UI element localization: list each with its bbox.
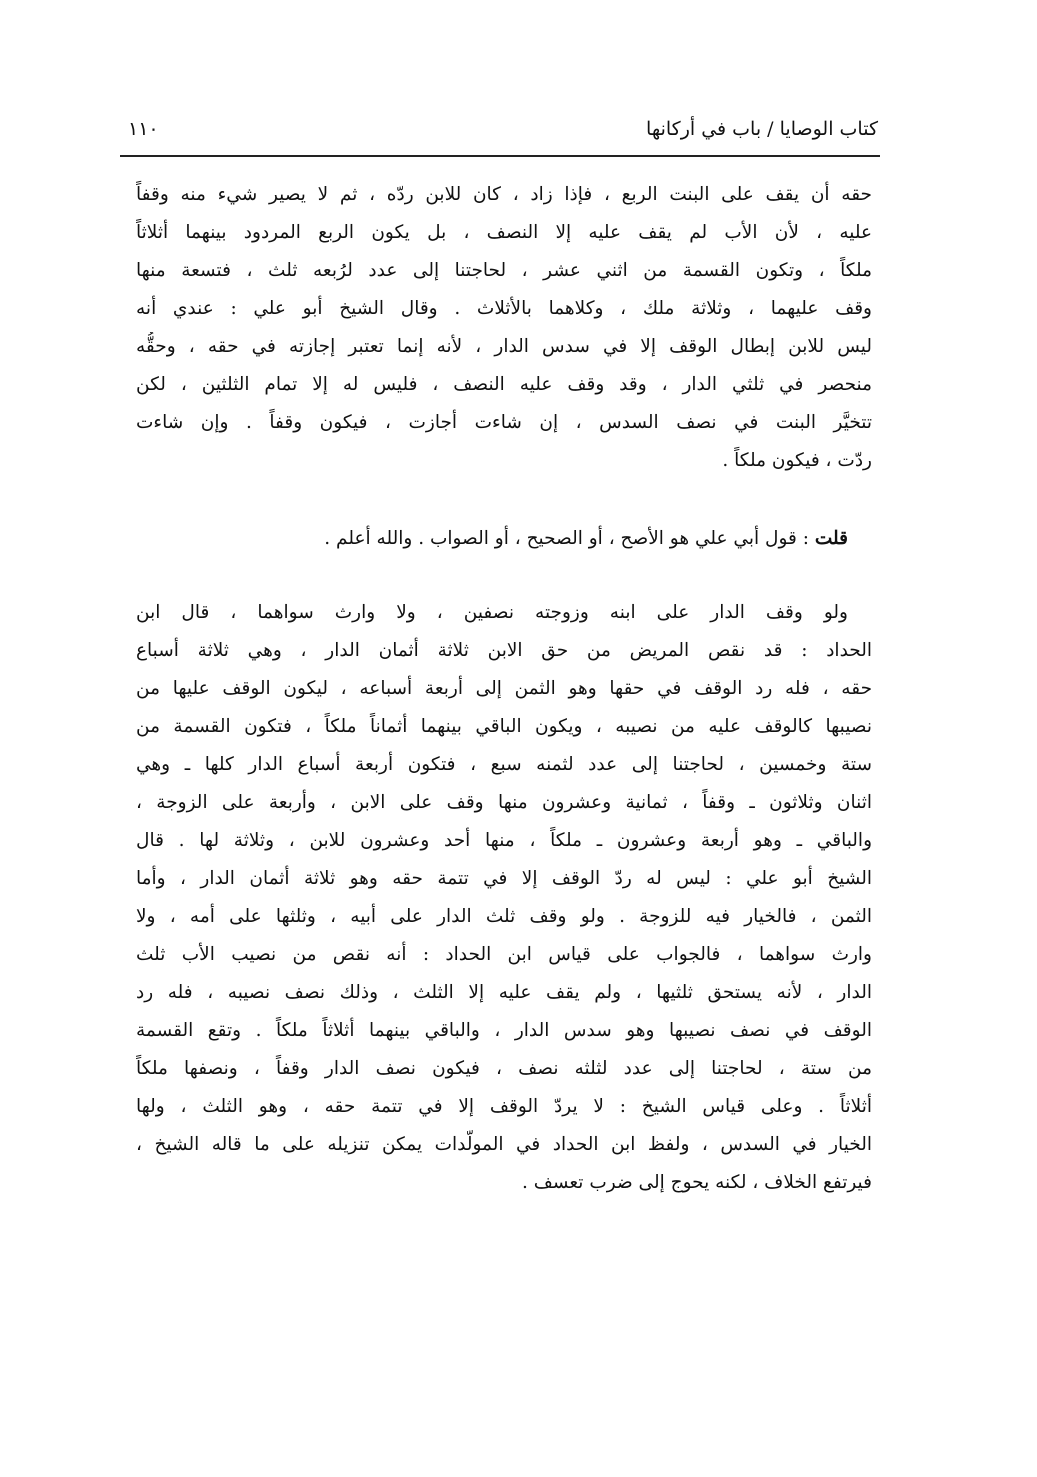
- note-label: قلت: [814, 528, 848, 549]
- text-line: الشيخ أبو علي : ليس له ردّ الوقف إلا في تتمة حقه وهو ثلاثة أثمان الدار ، وأما: [136, 868, 872, 889]
- author-note: [136, 524, 872, 554]
- text-line: الوقف في نصف نصيبها وهو سدس الدار ، والباقي بينهما أثلاثاً ملكاً . وتقع القسمة: [136, 1020, 872, 1041]
- text-line: ليس للابن إبطال الوقف إلا في سدس الدار ، لأنه إنما تعتبر إجازته في حقه ، وحقُّه: [136, 336, 872, 357]
- text-line: أثلاثاً . وعلى قياس الشيخ : لا يردّ الوقف إلا في تتمة حقه ، وهو الثلث ، ولها: [136, 1096, 872, 1117]
- text-line: وارث سواهما ، فالجواب على قياس ابن الحداد : أنه نقص من نصيب الأب ثلث: [136, 944, 872, 965]
- text-line: الخيار في السدس ، ولفظ ابن الحداد في المولَّدات يمكن تنزيله على ما قاله الشيخ ،: [136, 1134, 872, 1155]
- header-divider: [120, 155, 880, 157]
- text-line: ولو وقف الدار على ابنه وزوجته نصفين ، ولا وارث سواهما ، قال ابن: [136, 602, 848, 623]
- text-line: الدار ، لأنه يستحق ثلثيها ، ولم يقف عليه إلا الثلث ، وذلك نصف نصيبه ، فله رد: [136, 982, 872, 1003]
- text-line: ردّت ، فيكون ملكاً .: [722, 450, 872, 471]
- text-line: منحصر في ثلثي الدار ، وقد وقف عليه النصف ، فليس له إلا تمام الثلثين ، لكن: [136, 374, 872, 395]
- text-line: عليه ، لأن الأب لم يقف عليه إلا النصف ، بل يكون الربع المردود بينهما أثلاثاً: [136, 222, 872, 243]
- text-line: ستة وخمسين ، لحاجتنا إلى عدد لثمنه سبع ، فتكون أربعة أسباع الدار كلها ـ وهي: [136, 754, 872, 775]
- text-line: اثنان وثلاثون ـ وقفاً ، ثمانية وعشرون منها وقف على الابن ، وأربعة على الزوجة ،: [136, 792, 872, 813]
- text-line: ملكاً ، وتكون القسمة من اثني عشر ، لحاجتنا إلى عدد لرُبعه ثلث ، فتسعة منها: [136, 260, 872, 281]
- note-text: : قول أبي علي هو الأصح ، أو الصحيح ، أو الصواب . والله أعلم .: [324, 528, 809, 549]
- text-line: الحداد : قد نقص المريض من حق الابن ثلاثة أثمان الدار ، وهي ثلاثة أسباع: [136, 640, 872, 661]
- running-header: [120, 110, 878, 154]
- text-line: حقه أن يقف على البنت الربع ، فإذا زاد ، كان للابن ردّه ، ثم لا يصير شيء منه وقفاً: [136, 184, 872, 205]
- text-line: تتخيَّر البنت في نصف السدس ، إن شاءت أجازت ، فيكون وقفاً . وإن شاءت: [136, 412, 872, 433]
- text-line: من ستة ، لحاجتنا إلى عدد لثلثه نصف ، فيكون نصف الدار وقفاً ، ونصفها ملكاً: [136, 1058, 872, 1079]
- text-line: والباقي ـ وهو أربعة وعشرون ـ ملكاً ، منها أحد وعشرون للابن ، وثلاثة لها . قال: [136, 830, 872, 851]
- chapter-title: كتاب الوصايا / باب في أركانها: [646, 118, 878, 140]
- text-line: الثمن ، فالخيار فيه للزوجة . ولو وقف ثلث الدار على أبيه ، وثلثها على أمه ، ولا: [136, 906, 872, 927]
- text-line: وقف عليهما ، وثلاثة ملك ، وكلاهما بالأثلاث . وقال الشيخ أبو علي : عندي أنه: [136, 298, 872, 319]
- text-line: نصيبها كالوقف عليه من نصيبه ، ويكون الباقي بينهما أثماناً ملكاً ، فتكون القسمة من: [136, 716, 872, 737]
- page-number: ١١٠: [128, 118, 159, 140]
- text-line: حقه ، فله رد الوقف في حقها وهو الثمن إلى أربعة أسباعه ، ليكون الوقف عليها من: [136, 678, 872, 699]
- text-line: فيرتفع الخلاف ، لكنه يحوج إلى ضرب تعسف .: [521, 1172, 872, 1193]
